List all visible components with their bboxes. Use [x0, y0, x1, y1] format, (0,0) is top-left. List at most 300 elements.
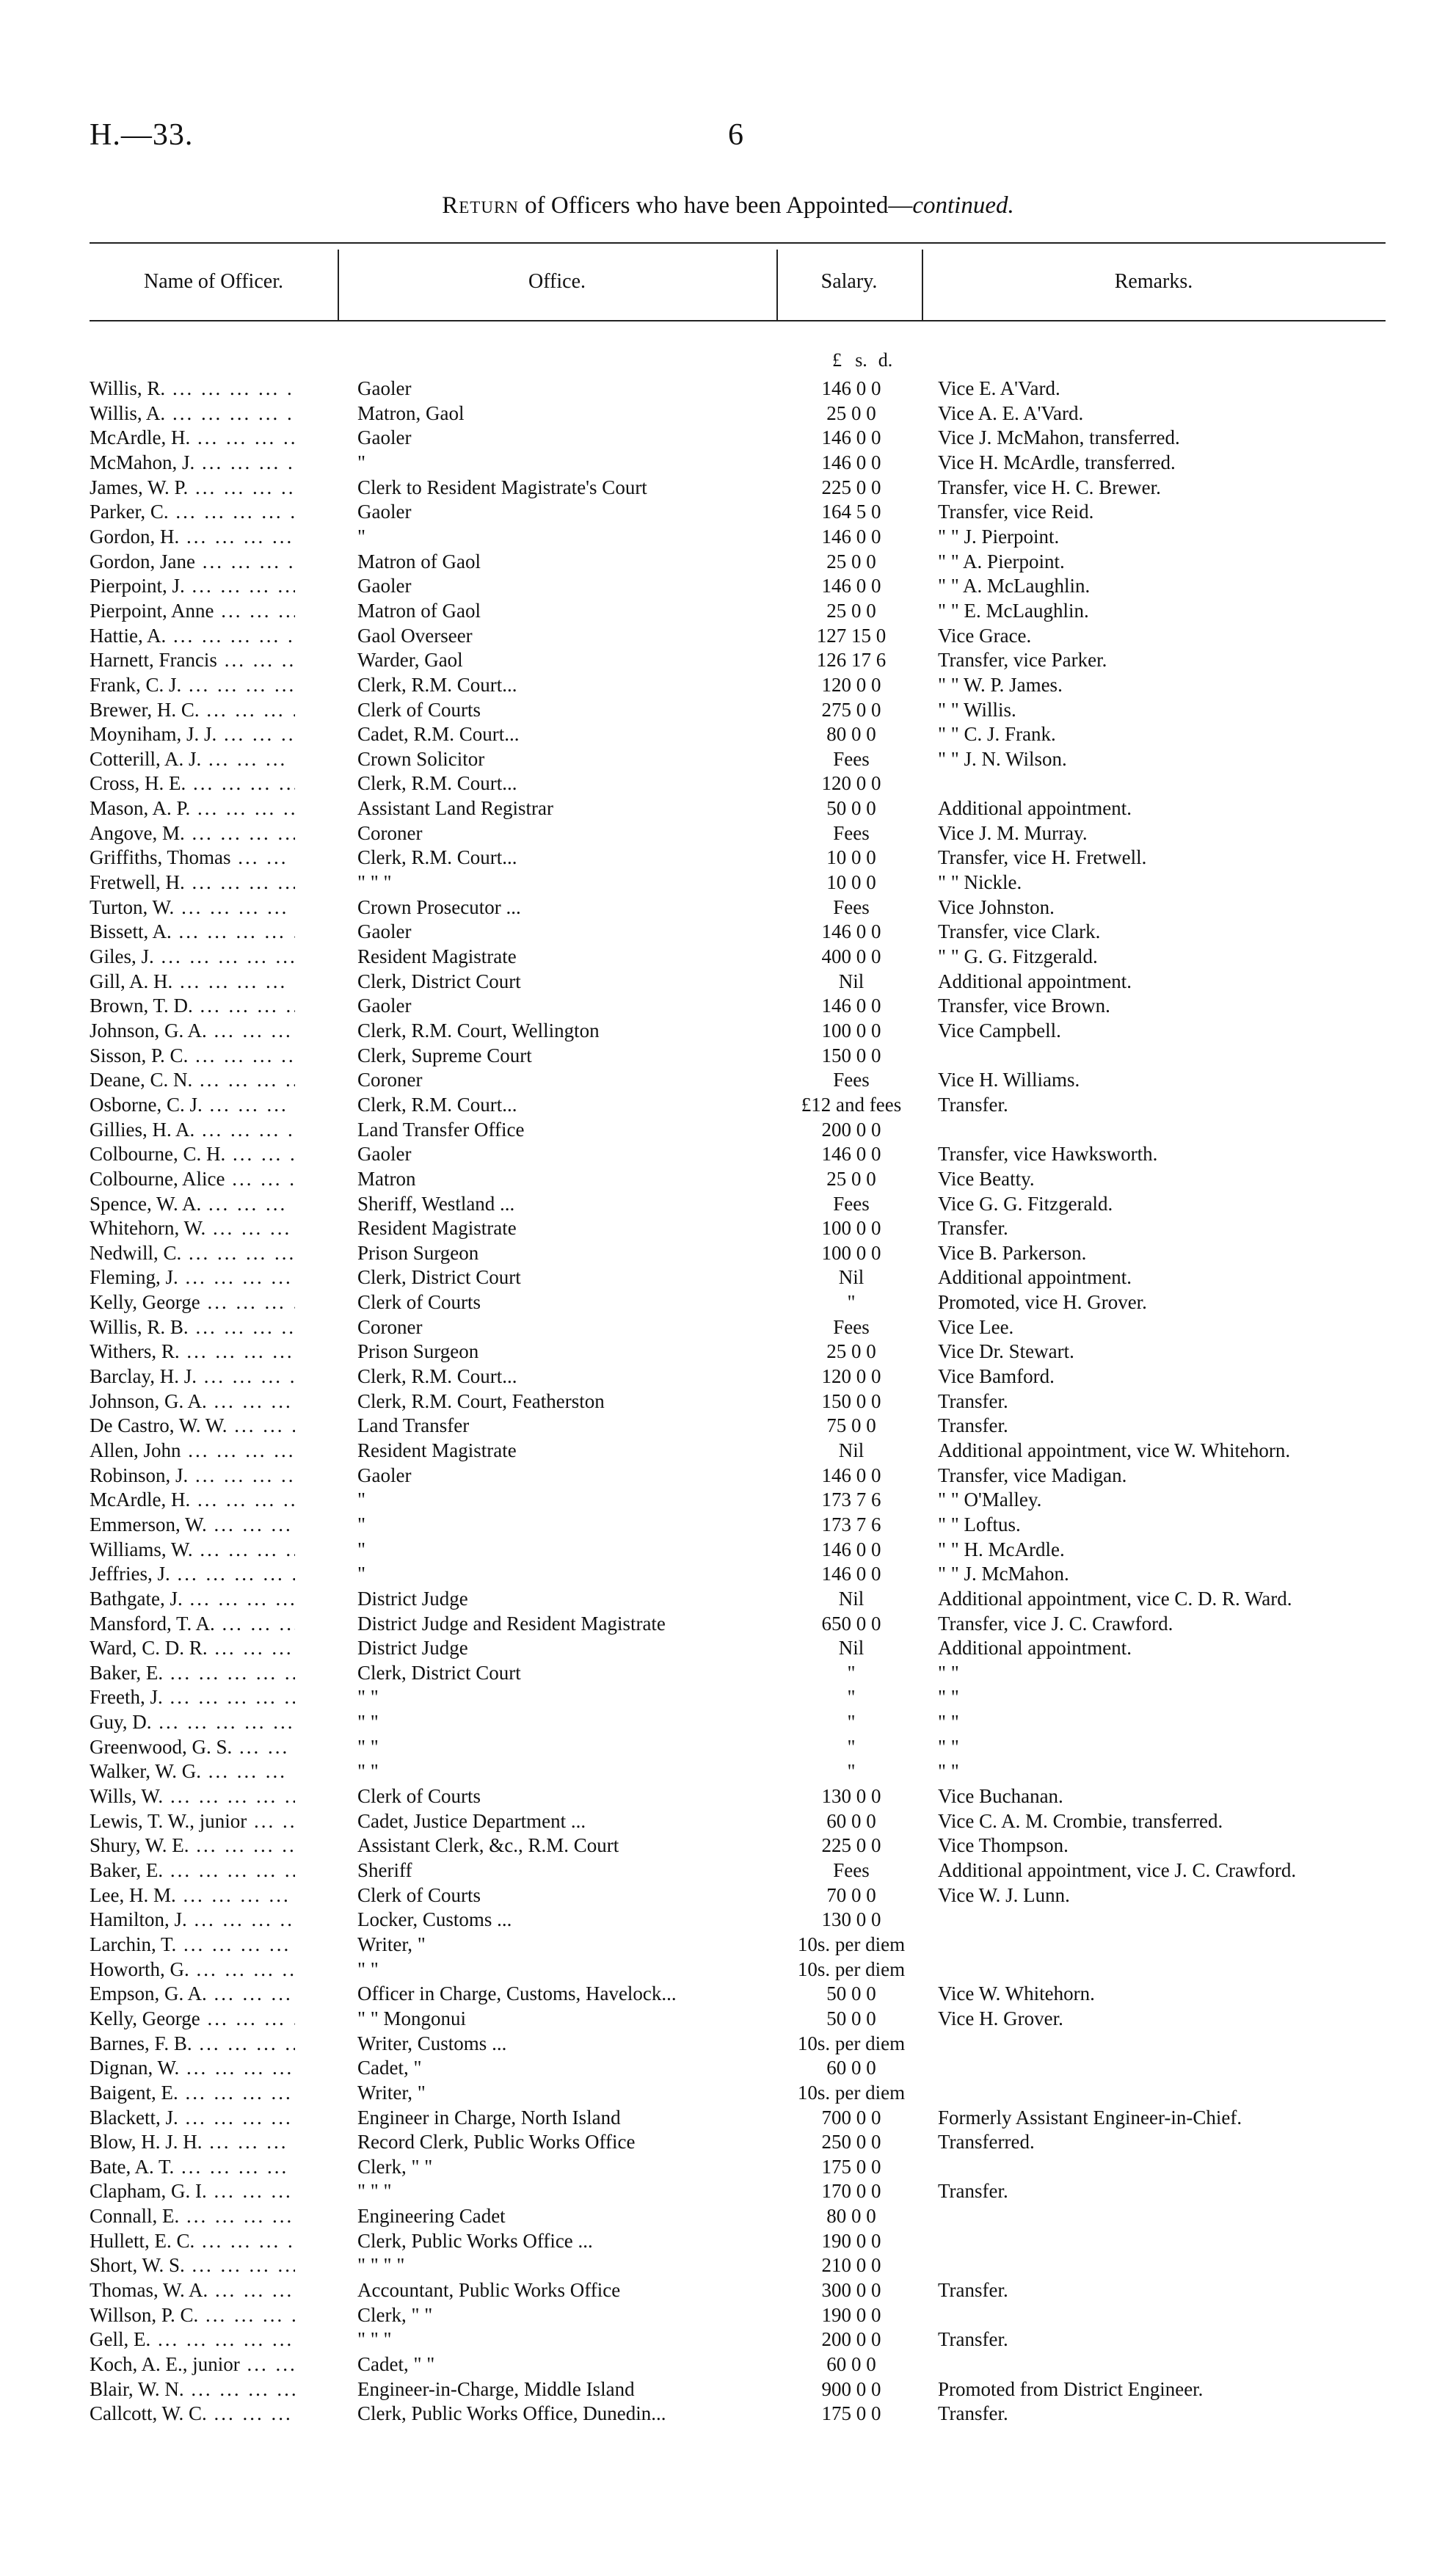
office-cell: "	[357, 1563, 366, 1585]
salary-cell: 173 7 6	[821, 1489, 881, 1511]
salary-cell: 146 0 0	[821, 1563, 881, 1585]
table-row	[0, 993, 1456, 1018]
salary-cell: Fees	[833, 1859, 870, 1881]
table-row	[0, 1438, 1456, 1463]
office-cell: Matron	[357, 1167, 416, 1190]
office-cell: Gaoler	[357, 575, 412, 597]
officer-name: Brewer, H. C. ...	[90, 697, 295, 722]
remarks-cell: Transferred.	[938, 2131, 1035, 2154]
officer-name: Dignan, W. ...	[90, 2055, 295, 2080]
salary-cell: 25 0 0	[826, 401, 876, 424]
table-row	[0, 2129, 1456, 2154]
office-cell: Clerk, Supreme Court	[357, 1044, 532, 1066]
table-row	[0, 2203, 1456, 2228]
remarks-cell: " " H. McArdle.	[938, 1538, 1065, 1560]
salary-cell: 225 0 0	[821, 1834, 881, 1857]
officer-name: Hattie, A. ...	[90, 623, 295, 648]
officer-name: Colbourne, C. H. ...	[90, 1141, 295, 1166]
salary-cell: £12 and fees	[801, 1093, 902, 1116]
table-row	[0, 1067, 1456, 1092]
officer-name: Walker, W. G. ...	[90, 1759, 295, 1784]
office-cell: District Judge	[357, 1637, 468, 1660]
salary-cell: 190 0 0	[821, 2303, 881, 2326]
salary-cell: Fees	[833, 747, 870, 770]
officer-name: Clapham, G. I. ...	[90, 2178, 295, 2203]
remarks-cell: Additional appointment.	[938, 970, 1132, 992]
office-cell: " "	[357, 1711, 379, 1734]
table-row	[0, 2006, 1456, 2031]
remarks-cell: Additional appointment.	[938, 797, 1132, 819]
title-continued: continued.	[912, 192, 1014, 219]
salary-cell: "	[847, 1735, 856, 1758]
officer-name: Barnes, F. B. ...	[90, 2031, 295, 2056]
office-cell: " "	[357, 1735, 379, 1758]
office-cell: " " "	[357, 2328, 392, 2351]
office-cell: Sheriff, Westland ...	[357, 1192, 515, 1215]
remarks-cell: " " W. P. James.	[938, 673, 1063, 696]
office-cell: District Judge	[357, 1587, 468, 1610]
remarks-cell: Transfer.	[938, 1093, 1008, 1116]
office-cell: Prison Surgeon	[357, 1241, 479, 1264]
officer-name: Cotterill, A. J. ...	[90, 746, 295, 771]
office-cell: Matron, Gaol	[357, 401, 465, 424]
remarks-cell: Transfer.	[938, 1217, 1008, 1240]
table-row	[0, 1957, 1456, 1982]
officer-name: Gordon, H. ...	[90, 524, 295, 549]
remarks-cell: " " Willis.	[938, 698, 1016, 721]
officer-name: Callcott, W. C. ...	[90, 2401, 295, 2426]
column-header-remarks: Remarks.	[1114, 270, 1193, 293]
officer-name: Blair, W. N. ...	[90, 2377, 295, 2402]
remarks-cell: Vice Dr. Stewart.	[938, 1340, 1074, 1363]
officer-name: Wills, W. ...	[90, 1784, 295, 1809]
office-cell: "	[357, 1538, 366, 1560]
salary-cell: Nil	[838, 1637, 864, 1660]
remarks-cell: Transfer, vice Clark.	[938, 920, 1101, 943]
table-row	[0, 524, 1456, 549]
salary-cell: 130 0 0	[821, 1785, 881, 1808]
salary-cell: 700 0 0	[821, 2106, 881, 2129]
officer-name: Pierpoint, Anne ...	[90, 598, 295, 623]
remarks-cell: Vice G. G. Fitzgerald.	[938, 1192, 1113, 1215]
officer-name: Blow, H. J. H. ...	[90, 2129, 295, 2154]
currency-pounds: £	[832, 349, 842, 371]
table-row	[0, 746, 1456, 771]
remarks-cell: Vice W. J. Lunn.	[938, 1883, 1070, 1906]
officer-name: Gill, A. H. ...	[90, 969, 295, 994]
office-cell: Land Transfer	[357, 1414, 470, 1437]
salary-cell: 146 0 0	[821, 451, 881, 473]
officer-name: Bate, A. T. ...	[90, 2154, 295, 2179]
office-cell: Crown Solicitor	[357, 747, 485, 770]
salary-cell: 75 0 0	[826, 1414, 876, 1437]
table-row	[0, 450, 1456, 475]
remarks-cell: Vice Grace.	[938, 624, 1032, 647]
officer-name: McMahon, J. ...	[90, 450, 295, 475]
table-row	[0, 1166, 1456, 1191]
office-cell: Clerk of Courts	[357, 1291, 481, 1313]
officer-name: Freeth, J. ...	[90, 1684, 295, 1709]
salary-cell: 130 0 0	[821, 1908, 881, 1931]
officer-name: Short, W. S. ...	[90, 2253, 295, 2278]
remarks-cell: Vice Johnston.	[938, 895, 1055, 918]
officer-name: Moyniham, J. J. ...	[90, 722, 295, 746]
remarks-cell: " " E. McLaughlin.	[938, 599, 1089, 622]
office-cell: Land Transfer Office	[357, 1118, 525, 1141]
officer-name: Connall, E. ...	[90, 2203, 295, 2228]
office-cell: Gaoler	[357, 426, 412, 449]
remarks-cell: Transfer, vice H. Fretwell.	[938, 846, 1147, 869]
officer-name: McArdle, H. ...	[90, 425, 295, 450]
table-row	[0, 1512, 1456, 1537]
office-cell: Prison Surgeon	[357, 1340, 479, 1363]
office-cell: Clerk, District Court	[357, 1661, 521, 1684]
officer-name: Thomas, W. A. ...	[90, 2278, 295, 2303]
office-cell: Gaoler	[357, 1464, 412, 1486]
office-cell: Gaol Overseer	[357, 624, 473, 647]
officer-name: James, W. P. ...	[90, 475, 295, 500]
office-cell: Resident Magistrate	[357, 1217, 517, 1240]
table-row	[0, 771, 1456, 796]
remarks-cell: Promoted from District Engineer.	[938, 2377, 1204, 2400]
salary-cell: 175 0 0	[821, 2155, 881, 2178]
officer-name: De Castro, W. W. ...	[90, 1413, 295, 1438]
remarks-cell: Vice Thompson.	[938, 1834, 1069, 1857]
office-cell: "	[357, 1489, 366, 1511]
office-cell: Clerk of Courts	[357, 1785, 481, 1808]
salary-cell: 150 0 0	[821, 1389, 881, 1412]
salary-cell: 400 0 0	[821, 945, 881, 967]
officer-name: Mason, A. P. ...	[90, 796, 295, 821]
salary-cell: 100 0 0	[821, 1019, 881, 1042]
salary-cell: Nil	[838, 1439, 864, 1461]
table-row	[0, 2401, 1456, 2426]
table-row	[0, 1215, 1456, 1240]
salary-cell: "	[847, 1686, 856, 1709]
table-row	[0, 2055, 1456, 2080]
officer-name: Kelly, George ...	[90, 1290, 295, 1315]
salary-cell: 173 7 6	[821, 1513, 881, 1535]
remarks-cell: Transfer, vice Parker.	[938, 649, 1107, 672]
officer-name: Fleming, J. ...	[90, 1265, 295, 1290]
table-row	[0, 722, 1456, 746]
remarks-cell: Vice Campbell.	[938, 1019, 1061, 1042]
table-row	[0, 401, 1456, 426]
remarks-cell: Transfer, vice H. C. Brewer.	[938, 476, 1161, 498]
table-row	[0, 1858, 1456, 1883]
table-row	[0, 1290, 1456, 1315]
officer-name: Bathgate, J. ...	[90, 1586, 295, 1611]
remarks-cell: " " J. N. Wilson.	[938, 747, 1067, 770]
office-cell: Warder, Gaol	[357, 649, 463, 672]
salary-cell: 100 0 0	[821, 1217, 881, 1240]
officer-name: Baigent, E. ...	[90, 2080, 295, 2105]
remarks-cell: Additional appointment.	[938, 1637, 1132, 1660]
remarks-cell: Transfer, vice Brown.	[938, 995, 1110, 1017]
remarks-cell: Transfer.	[938, 2180, 1008, 2203]
table-row	[0, 1265, 1456, 1290]
office-cell: Clerk, R.M. Court, Featherston	[357, 1389, 605, 1412]
table-row	[0, 821, 1456, 846]
salary-cell: Nil	[838, 970, 864, 992]
officer-name: Sisson, P. C. ...	[90, 1043, 295, 1068]
salary-cell: Nil	[838, 1587, 864, 1610]
table-row	[0, 1487, 1456, 1512]
officer-name: Barclay, H. J. ...	[90, 1364, 295, 1389]
header-bottom-rule	[90, 320, 1386, 321]
officer-name: Whitehorn, W. ...	[90, 1215, 295, 1240]
remarks-cell: Vice H. Williams.	[938, 1069, 1080, 1091]
officer-name: Pierpoint, J. ...	[90, 573, 295, 598]
column-header-name: Name of Officer.	[144, 270, 283, 293]
office-cell: Engineer-in-Charge, Middle Island	[357, 2377, 635, 2400]
table-row	[0, 549, 1456, 574]
office-cell: " "	[357, 1958, 379, 1980]
salary-cell: 146 0 0	[821, 1538, 881, 1560]
document-reference: H.—33.	[90, 118, 194, 152]
salary-cell: 146 0 0	[821, 377, 881, 399]
table-row	[0, 2154, 1456, 2179]
table-row	[0, 1092, 1456, 1117]
officer-name: Willis, R. B. ...	[90, 1315, 295, 1340]
officer-name: Frank, C. J. ...	[90, 672, 295, 697]
office-cell: Writer, Customs ...	[357, 2032, 507, 2054]
office-cell: Gaoler	[357, 501, 412, 523]
salary-cell: 10 0 0	[826, 846, 876, 869]
officer-name: McArdle, H. ...	[90, 1487, 295, 1512]
officer-name: Baker, E. ...	[90, 1858, 295, 1883]
salary-cell: 25 0 0	[826, 1340, 876, 1363]
remarks-cell: " " A. Pierpoint.	[938, 550, 1065, 573]
office-cell: Sheriff	[357, 1859, 412, 1881]
table-row	[0, 2278, 1456, 2303]
officer-name: Empson, G. A. ...	[90, 1981, 295, 2006]
salary-cell: 120 0 0	[821, 772, 881, 795]
table-row	[0, 1586, 1456, 1611]
remarks-cell: Transfer, vice Madigan.	[938, 1464, 1127, 1486]
office-cell: Clerk, " "	[357, 2303, 433, 2326]
officer-name: Bissett, A. ...	[90, 919, 295, 944]
table-row	[0, 1339, 1456, 1364]
remarks-cell: Transfer.	[938, 2402, 1008, 2425]
office-cell: " "	[357, 1760, 379, 1783]
officer-name: Spence, W. A. ...	[90, 1191, 295, 1216]
officer-name: Gell, E. ...	[90, 2327, 295, 2352]
office-cell: Resident Magistrate	[357, 1439, 517, 1461]
salary-cell: "	[847, 1661, 856, 1684]
office-cell: Writer, "	[357, 1933, 426, 1955]
officer-name: Turton, W. ...	[90, 895, 295, 920]
remarks-cell: Vice Bamford.	[938, 1365, 1055, 1387]
salary-cell: 60 0 0	[826, 1809, 876, 1832]
table-row	[0, 1463, 1456, 1488]
table-row	[0, 1364, 1456, 1389]
officer-name: Willson, P. C. ...	[90, 2303, 295, 2327]
officer-name: Greenwood, G. S. ...	[90, 1734, 295, 1759]
salary-cell: "	[847, 1711, 856, 1734]
officer-name: Osborne, C. J. ...	[90, 1092, 295, 1117]
office-cell: Gaoler	[357, 995, 412, 1017]
office-cell: Clerk of Courts	[357, 1883, 481, 1906]
office-cell: Clerk, Public Works Office, Dunedin...	[357, 2402, 666, 2425]
table-row	[0, 1759, 1456, 1784]
table-row	[0, 376, 1456, 401]
column-header-office: Office.	[528, 270, 586, 293]
remarks-cell: Transfer.	[938, 2279, 1008, 2301]
salary-cell: 10s. per diem	[797, 2081, 906, 2104]
table-row	[0, 1684, 1456, 1709]
table-row	[0, 2178, 1456, 2203]
remarks-cell: " "	[938, 1661, 959, 1684]
table-row	[0, 1635, 1456, 1660]
remarks-cell: Transfer.	[938, 1389, 1008, 1412]
officer-name: Johnson, G. A. ...	[90, 1389, 295, 1414]
table-row	[0, 1611, 1456, 1636]
officer-name: Blackett, J. ...	[90, 2105, 295, 2130]
officer-name: Jeffries, J. ...	[90, 1561, 295, 1586]
table-row	[0, 425, 1456, 450]
office-cell: Clerk, Public Works Office ...	[357, 2229, 593, 2252]
salary-cell: 25 0 0	[826, 550, 876, 573]
table-row	[0, 598, 1456, 623]
remarks-cell: Additional appointment, vice C. D. R. Ward.	[938, 1587, 1292, 1610]
salary-cell: 126 17 6	[816, 649, 887, 672]
remarks-cell: " " O'Malley.	[938, 1489, 1042, 1511]
officer-name: Allen, John ...	[90, 1438, 295, 1463]
office-cell: Cadet, " "	[357, 2353, 435, 2375]
officer-name: Williams, W. ...	[90, 1537, 295, 1562]
office-cell: " " "	[357, 2180, 392, 2203]
salary-cell: "	[847, 1760, 856, 1783]
salary-cell: 300 0 0	[821, 2279, 881, 2301]
title-middle: of Officers who have been Appointed—	[518, 192, 913, 219]
table-row	[0, 1389, 1456, 1414]
salary-cell: 146 0 0	[821, 995, 881, 1017]
table-row	[0, 2377, 1456, 2402]
salary-cell: 10s. per diem	[797, 1933, 906, 1955]
remarks-cell: " " G. G. Fitzgerald.	[938, 945, 1098, 967]
remarks-cell: Vice J. M. Murray.	[938, 821, 1088, 844]
table-row	[0, 1537, 1456, 1562]
table-row	[0, 1240, 1456, 1265]
remarks-cell: " "	[938, 1760, 959, 1783]
table-row	[0, 969, 1456, 994]
table-row	[0, 2228, 1456, 2253]
officer-name: Harnett, Francis ...	[90, 647, 295, 672]
office-cell: District Judge and Resident Magistrate	[357, 1612, 666, 1635]
officer-name: Giles, J. ...	[90, 944, 295, 969]
table-row	[0, 1561, 1456, 1586]
officer-name: Parker, C. ...	[90, 499, 295, 524]
remarks-cell: " " A. McLaughlin.	[938, 575, 1091, 597]
currency-units	[782, 349, 914, 371]
office-cell: Clerk, R.M. Court...	[357, 673, 517, 696]
remarks-cell: Vice E. A'Vard.	[938, 377, 1060, 399]
remarks-cell: Promoted, vice H. Grover.	[938, 1291, 1147, 1313]
remarks-cell: Vice J. McMahon, transferred.	[938, 426, 1180, 449]
officer-name: Deane, C. N. ...	[90, 1067, 295, 1092]
office-cell: Gaoler	[357, 1143, 412, 1166]
salary-cell: 60 0 0	[826, 2353, 876, 2375]
remarks-cell: Vice Lee.	[938, 1315, 1014, 1338]
remarks-cell: Vice H. McArdle, transferred.	[938, 451, 1176, 473]
title-return-word: Return	[442, 192, 519, 219]
office-cell: Cadet, R.M. Court...	[357, 723, 520, 746]
remarks-cell: Vice Buchanan.	[938, 1785, 1063, 1808]
officer-name: Mansford, T. A. ...	[90, 1611, 295, 1636]
remarks-cell: Transfer, vice Hawksworth.	[938, 1143, 1158, 1166]
office-cell: Resident Magistrate	[357, 945, 517, 967]
office-cell: Assistant Land Registrar	[357, 797, 553, 819]
officer-name: Shury, W. E. ...	[90, 1833, 295, 1858]
table-row	[0, 1981, 1456, 2006]
table-row	[0, 1141, 1456, 1166]
office-cell: " " "	[357, 871, 392, 893]
salary-cell: Fees	[833, 1315, 870, 1338]
table-row	[0, 1660, 1456, 1685]
salary-cell: 146 0 0	[821, 426, 881, 449]
remarks-cell: " " C. J. Frank.	[938, 723, 1056, 746]
salary-cell: Nil	[838, 1266, 864, 1289]
table-row	[0, 1883, 1456, 1908]
officer-name: Colbourne, Alice ...	[90, 1166, 295, 1191]
table-row	[0, 1784, 1456, 1809]
office-cell: "	[357, 525, 366, 548]
office-cell: Locker, Customs ...	[357, 1908, 512, 1931]
office-cell: Coroner	[357, 1315, 423, 1338]
table-row	[0, 672, 1456, 697]
table-row	[0, 1191, 1456, 1216]
salary-cell: 200 0 0	[821, 1118, 881, 1141]
office-cell: Writer, "	[357, 2081, 426, 2104]
officer-name: Koch, A. E., junior ...	[90, 2352, 295, 2377]
table-row	[0, 475, 1456, 500]
salary-cell: 50 0 0	[826, 2007, 876, 2029]
officer-name: Kelly, George ...	[90, 2006, 295, 2031]
officer-name: Angove, M. ...	[90, 821, 295, 846]
remarks-cell: " " Loftus.	[938, 1513, 1021, 1535]
office-cell: " " Mongonui	[357, 2007, 467, 2029]
office-cell: Officer in Charge, Customs, Havelock...	[357, 1982, 677, 2005]
salary-cell: 200 0 0	[821, 2328, 881, 2351]
officer-name: Johnson, G. A. ...	[90, 1018, 295, 1043]
salary-cell: 146 0 0	[821, 525, 881, 548]
office-cell: Coroner	[357, 1069, 423, 1091]
salary-cell: 900 0 0	[821, 2377, 881, 2400]
salary-cell: 25 0 0	[826, 599, 876, 622]
officer-name: Brown, T. D. ...	[90, 993, 295, 1018]
salary-cell: 80 0 0	[826, 2205, 876, 2228]
currency-shillings: s.	[855, 349, 867, 371]
salary-cell: 190 0 0	[821, 2229, 881, 2252]
officer-name: Guy, D. ...	[90, 1709, 295, 1734]
office-cell: Clerk, R.M. Court...	[357, 772, 517, 795]
office-cell: Cadet, "	[357, 2057, 422, 2079]
office-cell: Clerk, R.M. Court...	[357, 846, 517, 869]
officer-name: Robinson, J. ...	[90, 1463, 295, 1488]
table-row	[0, 1932, 1456, 1957]
office-cell: Engineer in Charge, North Island	[357, 2106, 621, 2129]
salary-cell: 210 0 0	[821, 2254, 881, 2277]
table-row	[0, 1907, 1456, 1932]
office-cell: Matron of Gaol	[357, 550, 481, 573]
table-row	[0, 1413, 1456, 1438]
remarks-cell: " " Nickle.	[938, 871, 1022, 893]
office-cell: Clerk of Courts	[357, 698, 481, 721]
table-row	[0, 1734, 1456, 1759]
remarks-cell: Vice Beatty.	[938, 1167, 1035, 1190]
table-row	[0, 623, 1456, 648]
